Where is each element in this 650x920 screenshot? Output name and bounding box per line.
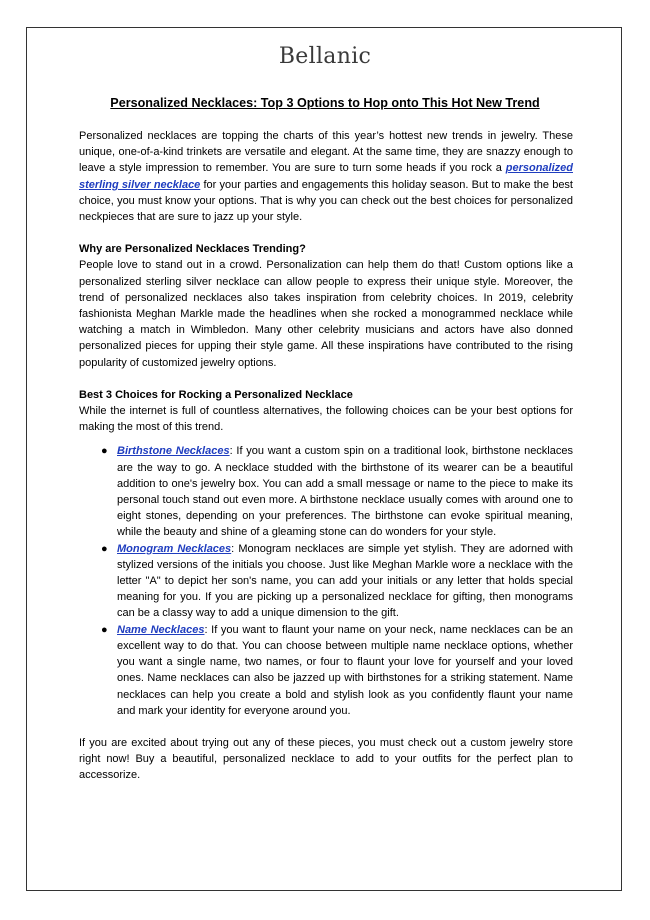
list-item-text: : If you want a custom spin on a traditional look, birthstone necklaces are the way to go. A necklace studded with the birthstone of its wearer can be a beautiful addition to one's jewelry box. You can add a small message or name to the piece to make its personal touch stand out even more. A birthstone necklace usually comes with around one to eight stones, depending on your preferences. The birthstone can evoke spiritual meaning, while the beauty and shine of a gleaming stone can do wonders for your style.	[117, 445, 573, 539]
section-best-choices-body: While the internet is full of countless alternatives, the following choices can be your best options for making the most of this trend.	[79, 405, 573, 434]
list-item	[79, 541, 573, 622]
birthstone-necklaces-link[interactable]: Birthstone Necklaces	[117, 445, 230, 458]
section-trending-body: People love to stand out in a crowd. Personalization can help them do that! Custom options like a personalized sterling silver necklace can allow people to express their unique style. Moreover, the trend of personalized necklaces also takes inspiration from celebrity choices. In 2019, celebrity fashionista Meghan Markle made the headlines when she rocked a monogrammed necklace while watching a match in Wimbledon. Many other celebrity musicians and actors have also donned personalized pieces for upping their style game. All these inspirations have contributed to the rising popularity of customized jewelry options.	[79, 259, 573, 369]
sterling-silver-necklace-link[interactable]: personalized sterling silver necklace	[79, 162, 573, 191]
article-title: Personalized Necklaces: Top 3 Options to Hop onto This Hot New Trend	[110, 96, 540, 110]
intro-text-end: for your parties and engagements this holiday season. But to make the best choice, you must know your options. That is why you can check out the best choices for personalized neckpieces that are sure to jazz up your style.	[79, 178, 573, 224]
list-item	[79, 622, 573, 719]
article-body	[79, 128, 573, 784]
intro-paragraph	[79, 128, 573, 225]
bullet-icon: ●	[101, 445, 108, 458]
monogram-necklaces-link[interactable]: Monogram Necklaces	[117, 542, 232, 555]
section-heading-best-choices: Best 3 Choices for Rocking a Personalized Necklace	[79, 388, 353, 401]
name-necklaces-link[interactable]: Name Necklaces	[117, 623, 205, 636]
bullet-icon: ●	[101, 623, 108, 636]
brand-logo: Bellanic	[278, 44, 372, 69]
necklace-options-list	[79, 443, 573, 718]
list-item	[79, 443, 573, 540]
list-item-text: : Monogram necklaces are simple yet stylish. They are adorned with stylized versions of the initials you choose. Just like Meghan Markle wore a necklace with the letter "A" to depict her son's name, you can add your initials or any letter that holds special meaning for you. If you are picking up a personalized necklace for gifting, then monograms can be a classy way to add a unique dimension to the gift.	[117, 542, 573, 620]
intro-text-start: Personalized necklaces are topping the charts of this year’s hottest new trends in jewelry. These unique, one-of-a-kind trinkets are versatile and elegant. At the same time, they are snazzy enough to leave a style impression to remember. You are sure to turn some heads if you rock a	[79, 130, 573, 175]
list-item-text: : If you want to flaunt your name on your neck, name necklaces can be an excellent way to do that. You can choose between multiple name necklace options, whether you want a single name, two names, or four to flaunt your love for yourself and your loved ones. Name necklaces can also be jazzed up with birthstones for a striking statement. Name necklaces can help you create a bold and stylish look as you confidently flaunt your name and mark your identity for everyone around you.	[117, 623, 574, 717]
conclusion-paragraph: If you are excited about trying out any of these pieces, you must check out a custom jewelry store right now! Buy a beautiful, personalized necklace to add to your outfits for the perfect plan to accessorize.	[79, 736, 573, 782]
bullet-icon: ●	[101, 542, 108, 555]
section-heading-trending: Why are Personalized Necklaces Trending?	[79, 243, 306, 256]
